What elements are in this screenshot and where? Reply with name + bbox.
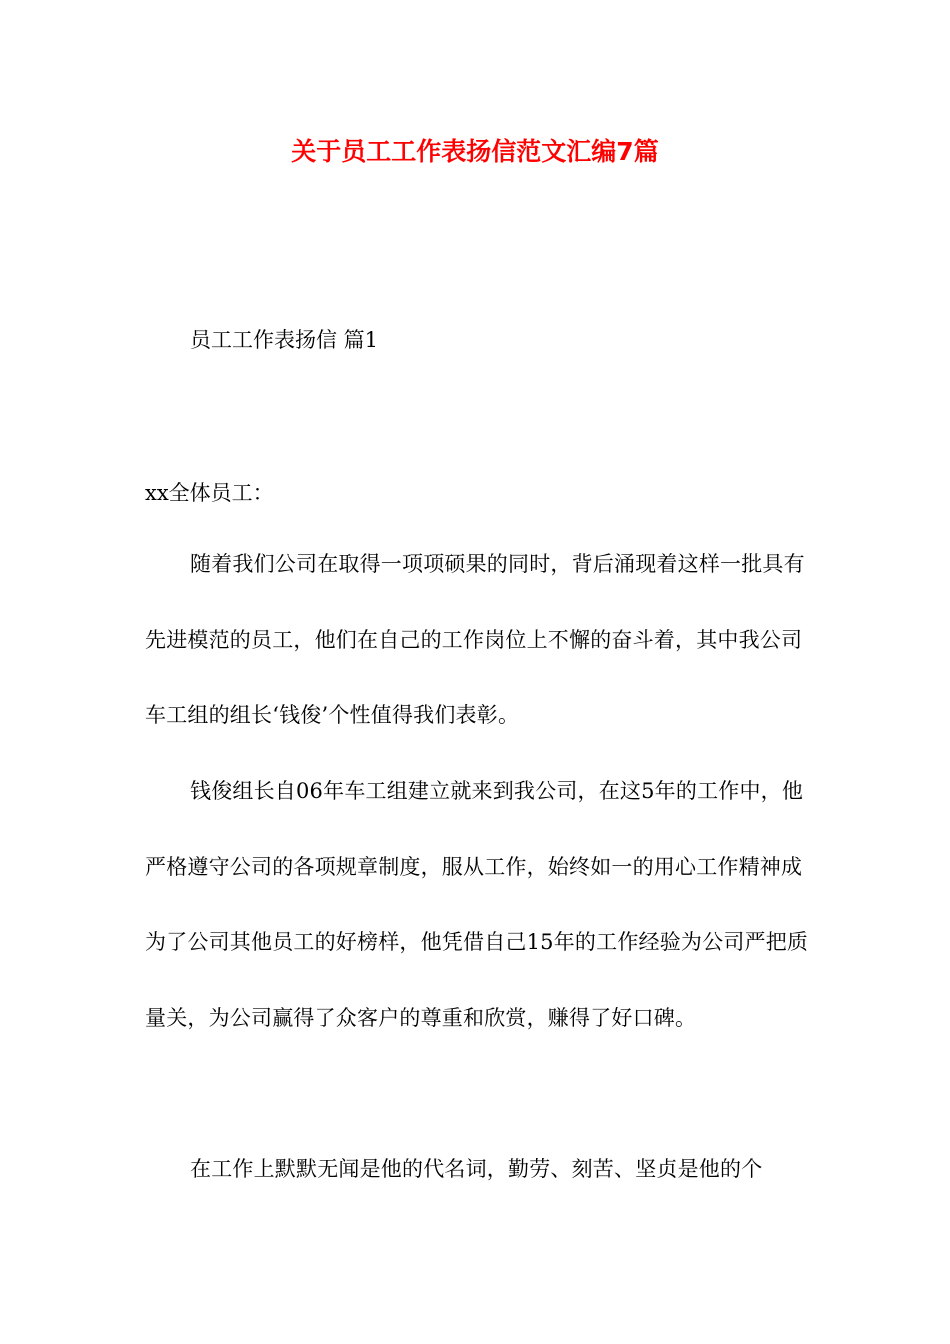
document-title: 关于员工工作表扬信范文汇编7篇 (291, 137, 659, 166)
section-heading: 员工工作表扬信 篇1 (190, 328, 379, 352)
paragraph-3: 在工作上默默无闻是他的代名词，勤劳、刻苦、坚贞是他的个 (190, 1157, 763, 1181)
paragraph-1: 随着我们公司在取得一项项硕果的同时，背后涌现着这样一批具有先进模范的员工，他们在自己的工作岗位上不懈的奋斗着，其中我公司车工组的组长‘钱俊’个性值得我们表彰。 (145, 552, 805, 727)
paragraph-2: 钱俊组长自06年车工组建立就来到我公司，在这5年的工作中，他严格遵守公司的各项规章制度，服从工作，始终如一的用心工作精神成为了公司其他员工的好榜样，他凭借自己15年的工作经验为公司严把质量关，为公司赢得了众客户的尊重和欣赏，赚得了好口碑。 (145, 779, 809, 1030)
salutation: xx全体员工： (145, 481, 274, 505)
